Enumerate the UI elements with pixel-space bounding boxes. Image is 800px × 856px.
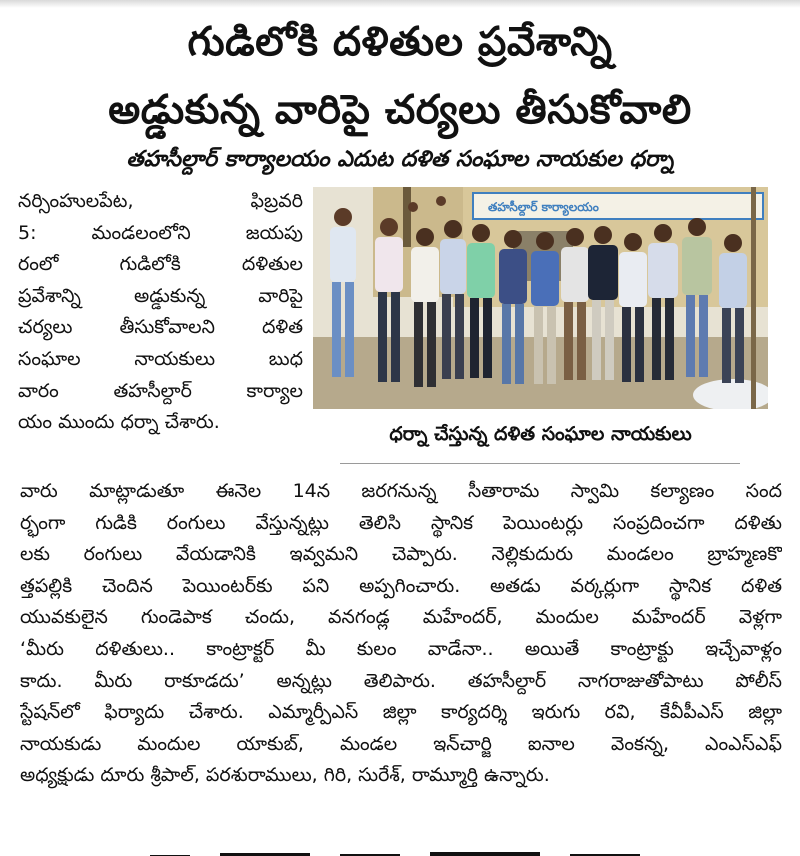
intro-line: 5: మండలంలోని జయపు [18, 221, 303, 244]
intro-line: నర్సింహులపేట, ఫిబ్రవరి [18, 190, 303, 212]
protest-photo [313, 187, 768, 409]
next-headline-cut-off [150, 845, 660, 856]
photo-caption: ధర్నా చేస్తున్న దళిత సంఘాల నాయకులు [389, 423, 692, 445]
body-line: లకు రంగులు వేయడానికి ఇవ్వమని చెప్పారు. నెల్లికుదురు మండలం బ్రాహ్మణకొ [20, 543, 782, 566]
headline-line-2: అడ్డుకున్న వారిపై చర్యలు తీసుకోవాలి [108, 87, 692, 133]
headline-line-1: గుడిలోకి దళితుల ప్రవేశాన్ని [187, 19, 613, 65]
body-line: యువకులైన గుండెపాక చందు, వనగండ్ల మహేందర్, మందుల మహేందర్ వెళ్లగా [20, 606, 782, 629]
intro-line: రంలో గుడిలోకి దళితుల [18, 253, 303, 276]
body-line: స్టేషన్‌లో ఫిర్యాదు చేశారు. ఎమ్మార్పీఎస్ జిల్లా కార్యదర్శి ఇరుగు రవి, కేవీపీఎస్ జిల్లా [20, 701, 782, 724]
body-line: ర్భంగా గుడికి రంగులు వేస్తున్నట్లు తెలిసి స్థానిక పెయింటర్లు సంప్రదించగా దళితు [20, 511, 782, 534]
body-text [20, 476, 782, 792]
body-line: అధ్యక్షుడు దూరు శ్రీపాల్, పరశురాములు, గిరి, సురేశ్, రామ్మూర్తి ఉన్నారు. [20, 764, 550, 787]
intro-line: ప్రవేశాన్ని అడ్డుకున్న వారిపై [18, 284, 303, 307]
clipping-top-edge [0, 0, 800, 8]
photo-banner-text: తహసీల్దార్ కార్యాలయం [488, 200, 599, 214]
body-line: త్తపల్లికి చెందిన పెయింటర్‌కు పని అప్పగించారు. అతడు వర్కర్లుగా స్థానిక దళిత [20, 574, 782, 597]
intro-line: యం ముందు ధర్నా చేశారు. [18, 411, 220, 434]
subheadline: తహసీల్దార్ కార్యాలయం ఎదుట దళిత సంఘాల నాయకుల ధర్నా [126, 147, 674, 172]
divider-rule [340, 463, 740, 464]
body-line: నాయకుడు మందుల యాకుబ్, మండల ఇన్‌చార్జి ఐనాల వెంకన్న, ఎంఎస్‌ఎఫ్ [20, 732, 782, 755]
intro-line: వారం తహసీల్దార్ కార్యాల [18, 379, 303, 402]
body-line: ‘మీరు దళితులు.. కాంట్రాక్టర్ మీ కులం వాడేనా.. అయితే కాంట్రాక్టు ఇచ్చేవాళ్లం [20, 637, 782, 660]
intro-line: సంఘాల నాయకులు బుధ [18, 347, 303, 370]
body-line: వారు మాట్లాడుతూ ఈనెల 14న జరగనున్న సీతారామ స్వామి కల్యాణం సంద [20, 480, 782, 502]
intro-column [18, 186, 303, 439]
intro-line: చర్యలు తీసుకోవాలని దళిత [18, 316, 303, 339]
body-line: కాదు. మీరు రాకూడదు’ అన్నట్లు తెలిపారు. తహసీల్దార్ నాగరాజుతోపాటు పోలీస్ [20, 669, 782, 692]
